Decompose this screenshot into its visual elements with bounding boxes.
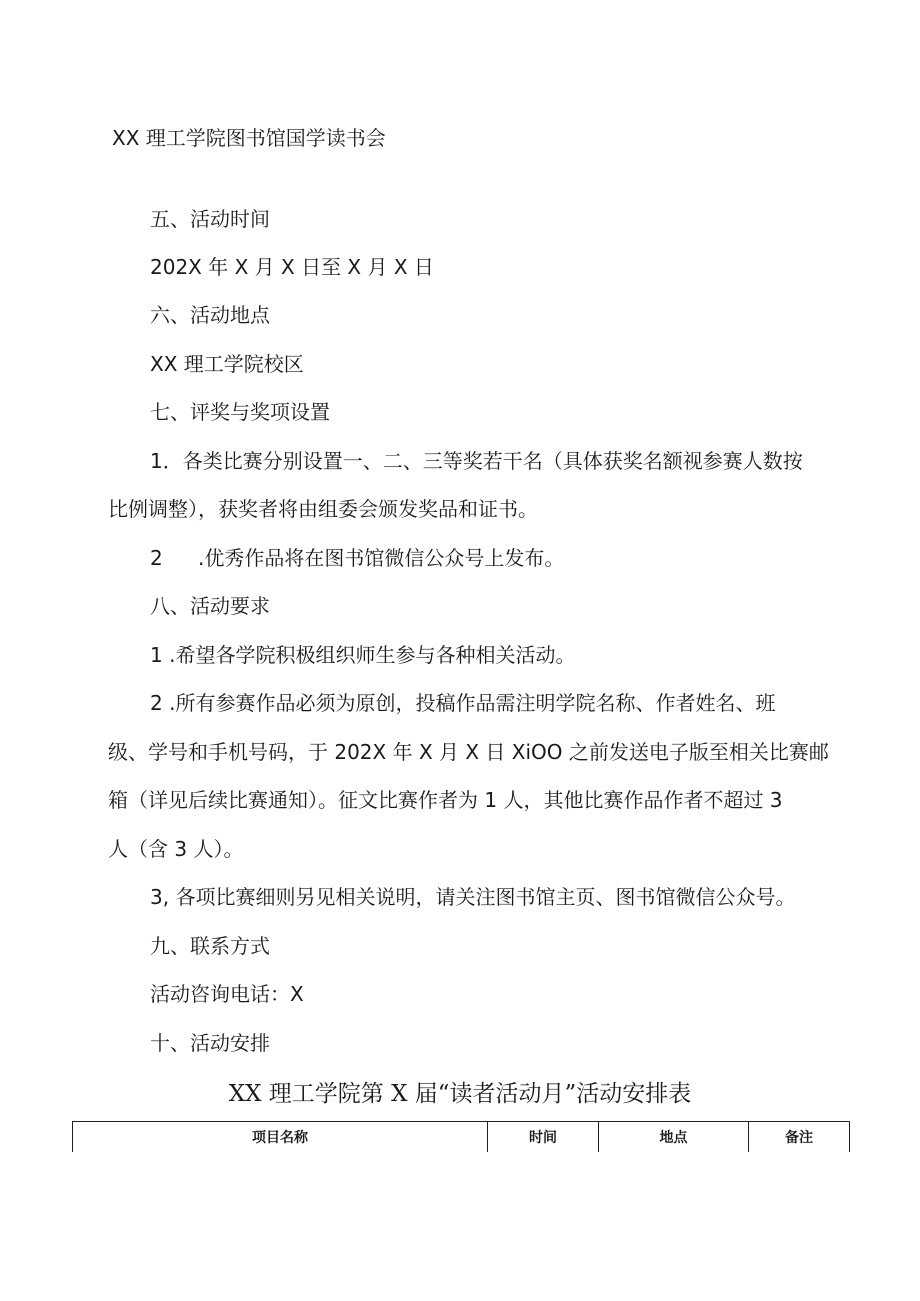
section-8-item-3: 3, 各项比赛细则另见相关说明，请关注图书馆主页、图书馆微信公众号。 [150, 885, 796, 909]
section-5-heading: 五、活动时间 [150, 207, 270, 231]
column-header-project-name: 项目名称 [73, 1122, 488, 1153]
section-7-item-2-text: .优秀作品将在图书馆微信公众号上发布。 [198, 546, 565, 570]
section-9-body: 活动咨询电话：X [150, 982, 304, 1006]
section-7-heading: 七、评奖与奖项设置 [150, 400, 330, 424]
section-8-heading: 八、活动要求 [150, 594, 270, 618]
section-9-heading: 九、联系方式 [150, 934, 270, 958]
column-header-remarks: 备注 [749, 1122, 850, 1153]
schedule-table-title: XX 理工学院第 X 届“读者活动月”活动安排表 [228, 1081, 692, 1107]
section-8-item-1: 1 .希望各学院积极组织师生参与各种相关活动。 [150, 643, 576, 667]
schedule-table [72, 1121, 850, 1152]
column-header-location: 地点 [599, 1122, 749, 1153]
section-5-body: 202X 年 X 月 X 日至 X 月 X 日 [150, 255, 434, 279]
section-8-item-2-line-2: 级、学号和手机号码，于 202X 年 X 月 X 日 XiOO 之前发送电子版至相关比赛邮 [108, 740, 829, 764]
section-6-body: XX 理工学院校区 [150, 352, 304, 376]
section-6-heading: 六、活动地点 [150, 303, 270, 327]
section-8-item-2-line-1: 2 .所有参赛作品必须为原创，投稿作品需注明学院名称、作者姓名、班 [150, 691, 776, 715]
organizer-header: XX 理工学院图书馆国学读书会 [112, 126, 386, 150]
section-7-item-1-line-2: 比例调整），获奖者将由组委会颁发奖品和证书。 [108, 497, 538, 521]
section-10-heading: 十、活动安排 [150, 1031, 270, 1055]
section-8-item-2-line-3: 箱（详见后续比赛通知）。征文比赛作者为 1 人，其他比赛作品作者不超过 3 [108, 788, 783, 812]
column-header-time: 时间 [488, 1122, 599, 1153]
section-7-item-1-line-1: 1．各类比赛分别设置一、二、三等奖若干名（具体获奖名额视参赛人数按 [150, 449, 803, 473]
section-8-item-2-line-4: 人（含 3 人）。 [108, 837, 244, 861]
section-7-item-2-number: 2 [150, 546, 163, 570]
schedule-table-header-row [73, 1122, 850, 1153]
